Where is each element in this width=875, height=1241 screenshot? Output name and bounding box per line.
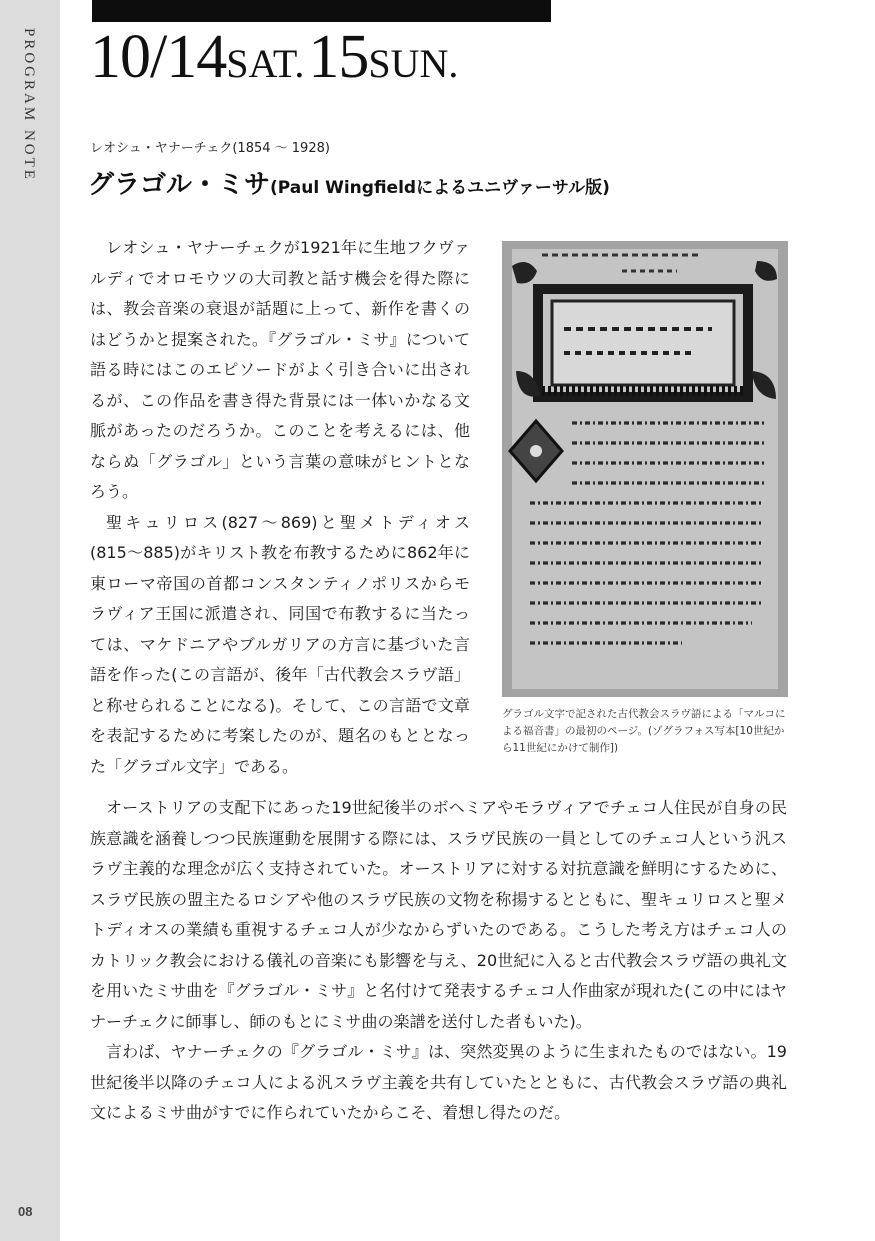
paragraph-2: 聖キュリロス(827〜869)と聖メトディオス(815〜885)がキリスト教を布教するために862年に東ローマ帝国の首都コンスタンティノポリスからモラヴィア王国に派遣され、同国で布教するに当たっては、マケドニアやブルガリアの方言に基づいた言語を作った(この言語が、後年「古代教会スラヴ語」と称せられることになる)。そして、この言語で文章を表記するために考案したのが、題名のもととなった「グラゴル文字」である。 [90, 512, 470, 776]
date-heading [90, 22, 458, 93]
piece-title-main: グラゴル・ミサ [88, 170, 271, 200]
date-weekday-2: SUN. [368, 41, 459, 86]
manuscript-image [502, 241, 788, 697]
page-number: 08 [18, 1204, 33, 1219]
paragraph-1: レオシュ・ヤナーチェクが1921年に生地フクヴァルディでオロモウツの大司教と話す機会を得た際には、教会音楽の衰退が話題に上って、新作を書くのはどうかと提案された。『グラゴル・ミサ』について語る時にはこのエピソードがよく引き合いに出されるが、この作品を書き得た背景には一体いかなる文脈があったのだろうか。このことを考えるには、他ならぬ「グラゴル」という言葉の意味がヒントとなろう。 [90, 238, 470, 501]
sidebar [0, 0, 60, 1241]
piece-title-edition: (Paul Wingfieldによるユニヴァーサル版) [270, 178, 610, 198]
manuscript-illustration [502, 241, 788, 697]
date-day-1: 10/14 [90, 23, 227, 91]
body-full-width [90, 793, 787, 1129]
body-column [90, 233, 470, 782]
date-weekday-1: SAT. [226, 41, 305, 86]
paragraph-3: オーストリアの支配下にあった19世紀後半のボヘミアやモラヴィアでチェコ人住民が自身の民族意識を涵養しつつ民族運動を展開する際には、スラヴ民族の一員としてのチェコ人という汎スラヴ主義的な理念が広く支持されていた。オーストリアに対する対抗意識を鮮明にするために、スラヴ民族の盟主たるロシアや他のスラヴ民族の文物を称揚するとともに、聖キュリロスと聖メトディオスの業績も重視するチェコ人が少なからずいたのである。こうした考え方はチェコ人のカトリック教会における儀礼の音楽にも影響を与え、20世紀に入ると古代教会スラヴ語の典礼文を用いたミサ曲を『グラゴル・ミサ』と名付けて発表するチェコ人作曲家が現れた(この中にはヤナーチェクに師事し、師のもとにミサ曲の楽譜を送付した者もいた)。 [90, 798, 787, 1031]
composer-line: レオシュ・ヤナーチェク(1854 〜 1928) [90, 141, 330, 156]
piece-title [88, 164, 610, 201]
date-day-2: 15 [308, 23, 369, 91]
paragraph-4: 言わば、ヤナーチェクの『グラゴル・ミサ』は、突然変異のように生まれたものではない。19世紀後半以降のチェコ人による汎スラヴ主義を共有していたとともに、古代教会スラヴ語の典礼文によるミサ曲がすでに作られていたからこそ、着想し得たのだ。 [90, 1042, 787, 1122]
section-label: PROGRAM NOTE [21, 28, 37, 182]
figure-caption: グラゴル文字で記された古代教会スラヴ語による「マルコによる福音書」の最初のページ。(ゾグラフォス写本[10世紀から11世紀にかけて制作]) [502, 708, 786, 754]
header-bar [92, 0, 551, 22]
